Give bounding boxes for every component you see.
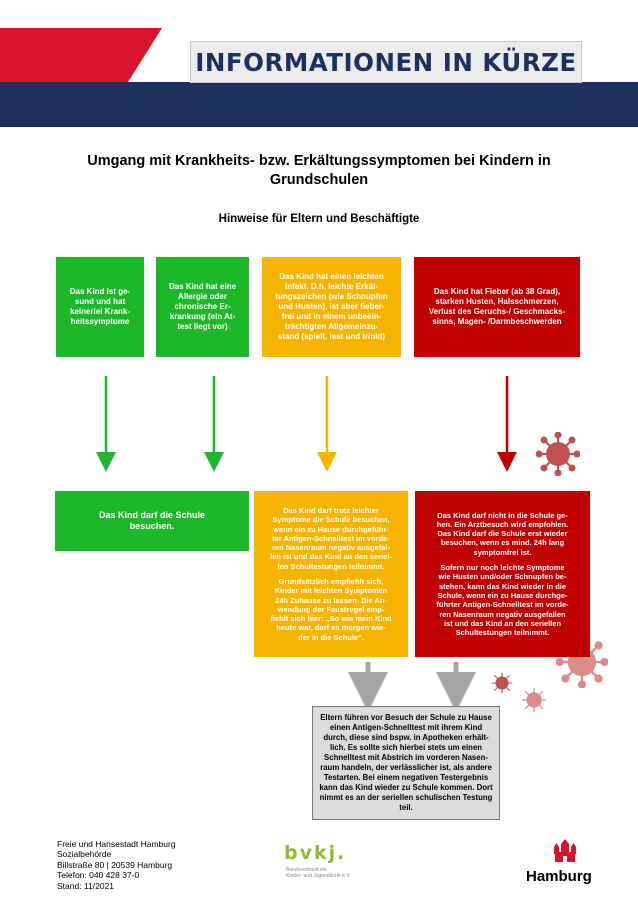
virus-icon [490,671,514,695]
box-line: besuchen. [129,521,175,531]
box-line: Sofern nur noch leichte Symptome [440,563,565,573]
footer-line: Telefon: 040 428 37-0 [57,870,140,881]
info-box-antigen-test [312,706,500,820]
box-line: Verlust des Geruchs-/ Geschmacks- [428,307,566,316]
bvkj-logo-subtitle [286,867,351,879]
box-line: teil. [399,803,413,812]
box-paragraph [437,511,568,557]
box-line: starken Husten, Halsschmerzen, [435,297,559,306]
box-line: len ist und das Kind an den seriel- [270,552,392,562]
box-line: chronische Er- [174,302,231,311]
box-line: 24h Zuhause zu lassen. Die An- [275,595,387,605]
footer-line: Freie und Hansestadt Hamburg [57,839,176,849]
box-line: frei und in einem unbeein- [281,312,382,321]
box-line: kann das Kind wieder zu Schule kommen. Dort [319,783,493,792]
box-line: ren Nasenraum negativ ausgefal- [272,543,390,553]
footer-address [57,839,176,891]
footer-line: Sozialbehörde [57,849,112,860]
hamburg-castle-icon [552,838,578,864]
box-line: führter Antigen-Schnelltest im vorde- [436,600,569,610]
box-line: Das Kind darf trotz leichter [283,505,379,515]
box-line: fiehlt sich hier: „So wie mein Kind [270,614,392,624]
footer-line: Billstraße 80 | 20539 Hamburg [57,859,173,870]
box-line: hen. Ein Arztbesuch wird empfohlen. [436,519,569,529]
hamburg-logo-text: Hamburg [526,868,592,885]
box-line: trächtigten Allgemeinzu- [284,322,379,331]
box-line: Testarten. Bei einem negativen Testergebnis [323,773,489,782]
box-line: symptomfrei ist. [473,547,532,557]
box-line: heute war, darf es morgen wie- [276,623,386,633]
box-line: sund und hat [74,297,126,306]
box-line: Das Kind darf die Schule erst wieder [437,529,568,539]
box-line: einen Antigen-Schnelltest mit ihrem Kind [329,723,483,732]
document-subtitle: Hinweise für Eltern und Beschäftigte [218,213,420,225]
box-line: heitssymptome [70,317,130,326]
box-paragraph [436,563,568,637]
box-line: Schule, wenn ein zu Hause durchge- [437,590,568,600]
box-line: Eltern führen vor Besuch der Schule zu Hause [320,713,492,722]
box-line: durch, diese sind bspw. in Apotheken erhält- [323,733,489,742]
box-line: tungszeichen (wie Schnupfen [275,292,388,301]
box-line: keinerlei Krank- [69,307,131,316]
box-line: Infekt. D.h. leichte Erkäl- [285,282,378,291]
result-box-red [415,491,590,657]
box-line: wendung der Faustregel emp- [277,604,385,614]
box-line: raum handeln, der verlässlicher ist, als andere [320,763,492,772]
box-line: Symptome die Schule besuchen, [272,515,390,525]
box-line: sinns, Magen- /Darmbeschwerden [432,317,562,326]
box-line: Das Kind hat einen leichten [279,272,384,281]
document-title-line: Grundschulen [269,172,369,188]
header-title: INFORMATIONEN IN KÜRZE [195,47,577,77]
bvkj-logo-text: bvkj. [284,842,347,864]
box-line: ter Antigen-Schnelltest im vorde- [272,533,390,543]
box-line: Schultestungen teilnimmt. [455,628,550,638]
hamburg-logo [520,838,606,888]
box-line: stand (spielt, isst und trinkt) [277,332,386,341]
box-line: und Husten), ist aber fieber- [278,302,385,311]
footer-line: Stand: 11/2021 [57,880,115,891]
box-line: test liegt vor) [177,322,228,331]
virus-icon [536,432,580,476]
box-line: stehen, kann das Kind wieder in die [438,581,567,591]
box-line: ren Nasenraum negativ ausgefallen [439,609,566,619]
box-line: krankung (ein At- [169,312,236,321]
box-paragraph [270,506,392,571]
result-box-green [55,491,249,551]
virus-icon [520,686,548,714]
box-line: Das Kind ist ge- [69,287,131,296]
result-box-yellow [254,491,408,657]
box-line: Das Kind hat eine [168,282,237,291]
box-line: len Schultestungen teilnimmt. [277,561,385,571]
box-line: Das Kind darf nicht in die Schule ge- [437,510,568,520]
logo-line: Berufsverband der [286,867,328,873]
box-line: Kinder mit leichten Symptomen [274,586,388,596]
bvkj-logo [284,842,394,884]
box-line: Das Kind hat Fieber (ab 38 Grad), [433,287,561,296]
box-line: wie Husten und/oder Schnupfen be- [438,572,567,582]
box-line: lich. Es sollte sich hierbei stets um einen [329,743,483,752]
box-line: der in die Schule“. [298,632,364,642]
box-line: Allergie oder [178,292,227,301]
document-title-line: Umgang mit Krankheits- bzw. Erkältungssymptomen bei Kindern in [87,153,551,169]
box-line: Schnelltest mit Abstrich im vorderen Nasen- [324,753,488,762]
box-line: nimmt es an der seriellen schulischen Testung [319,793,493,802]
box-line: besuchen, wenn es mind. 24h lang [440,538,565,548]
box-paragraph [270,577,391,642]
logo-line: Kinder- und Jugendärzte e.V. [286,873,351,879]
box-line: ist und das Kind an den seriellen [443,618,562,628]
box-line: Das Kind darf die Schule [98,510,206,520]
box-line: Grundsätzlich empfiehlt sich, [278,577,384,586]
box-line: wenn ein zu Hause durchgeführ- [273,524,389,534]
